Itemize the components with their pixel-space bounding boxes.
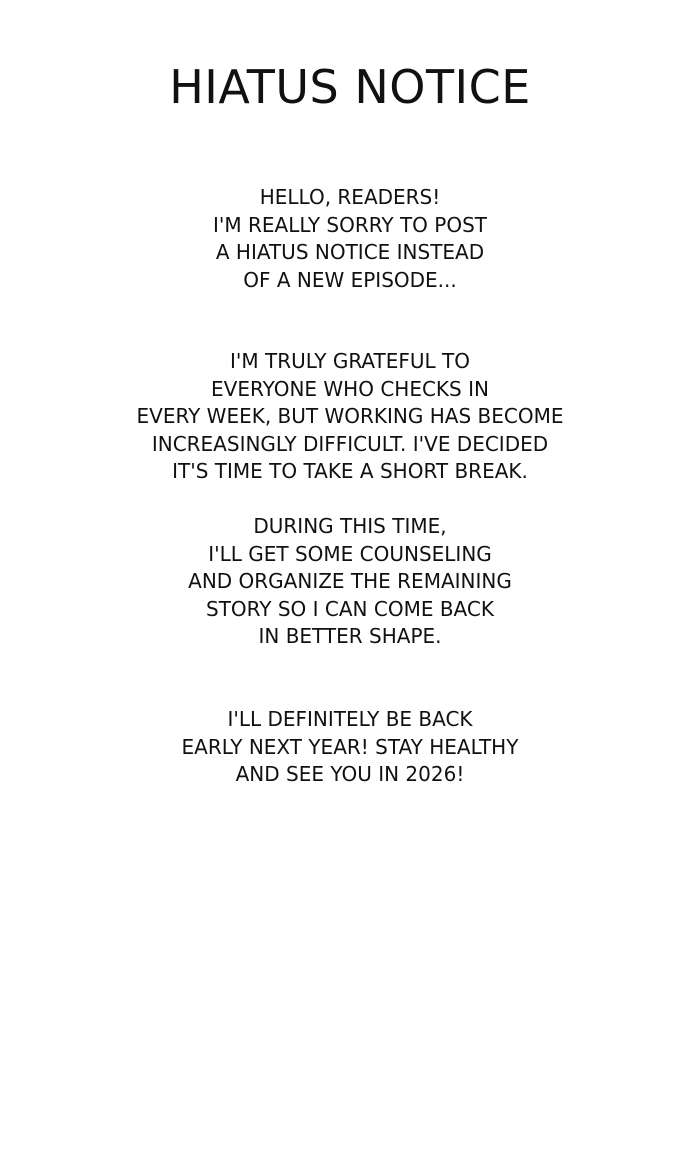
- notice-line: AND ORGANIZE THE REMAINING: [188, 569, 512, 594]
- notice-line: I'M REALLY SORRY TO POST: [213, 212, 487, 237]
- notice-line: INCREASINGLY DIFFICULT. I'VE DECIDED: [151, 431, 549, 456]
- notice-title: HIATUS NOTICE: [169, 60, 531, 114]
- notice-line: I'M TRULY GRATEFUL TO: [230, 349, 470, 373]
- notice-line: A HIATUS NOTICE INSTEAD: [215, 240, 485, 265]
- notice-line: I'LL GET SOME COUNSELING: [208, 541, 492, 566]
- notice-paragraph-greeting: [0, 184, 700, 294]
- notice-line: EVERYONE WHO CHECKS IN: [211, 376, 489, 401]
- notice-paragraph-plans: [0, 513, 700, 651]
- notice-line: DURING THIS TIME,: [253, 514, 447, 538]
- notice-line: I'LL DEFINITELY BE BACK: [227, 707, 473, 731]
- notice-line: IT'S TIME TO TAKE A SHORT BREAK.: [172, 459, 528, 484]
- notice-line: STORY SO I CAN COME BACK: [206, 596, 494, 621]
- notice-line: IN BETTER SHAPE.: [258, 624, 442, 649]
- notice-line: OF A NEW EPISODE...: [243, 267, 457, 292]
- notice-line: HELLO, READERS!: [259, 185, 441, 209]
- notice-line: EARLY NEXT YEAR! STAY HEALTHY: [181, 734, 519, 759]
- notice-line: AND SEE YOU IN 2026!: [235, 762, 465, 787]
- notice-paragraph-return: [0, 706, 700, 789]
- notice-line: EVERY WEEK, BUT WORKING HAS BECOME: [136, 404, 564, 429]
- notice-paragraph-gratitude: [0, 348, 700, 486]
